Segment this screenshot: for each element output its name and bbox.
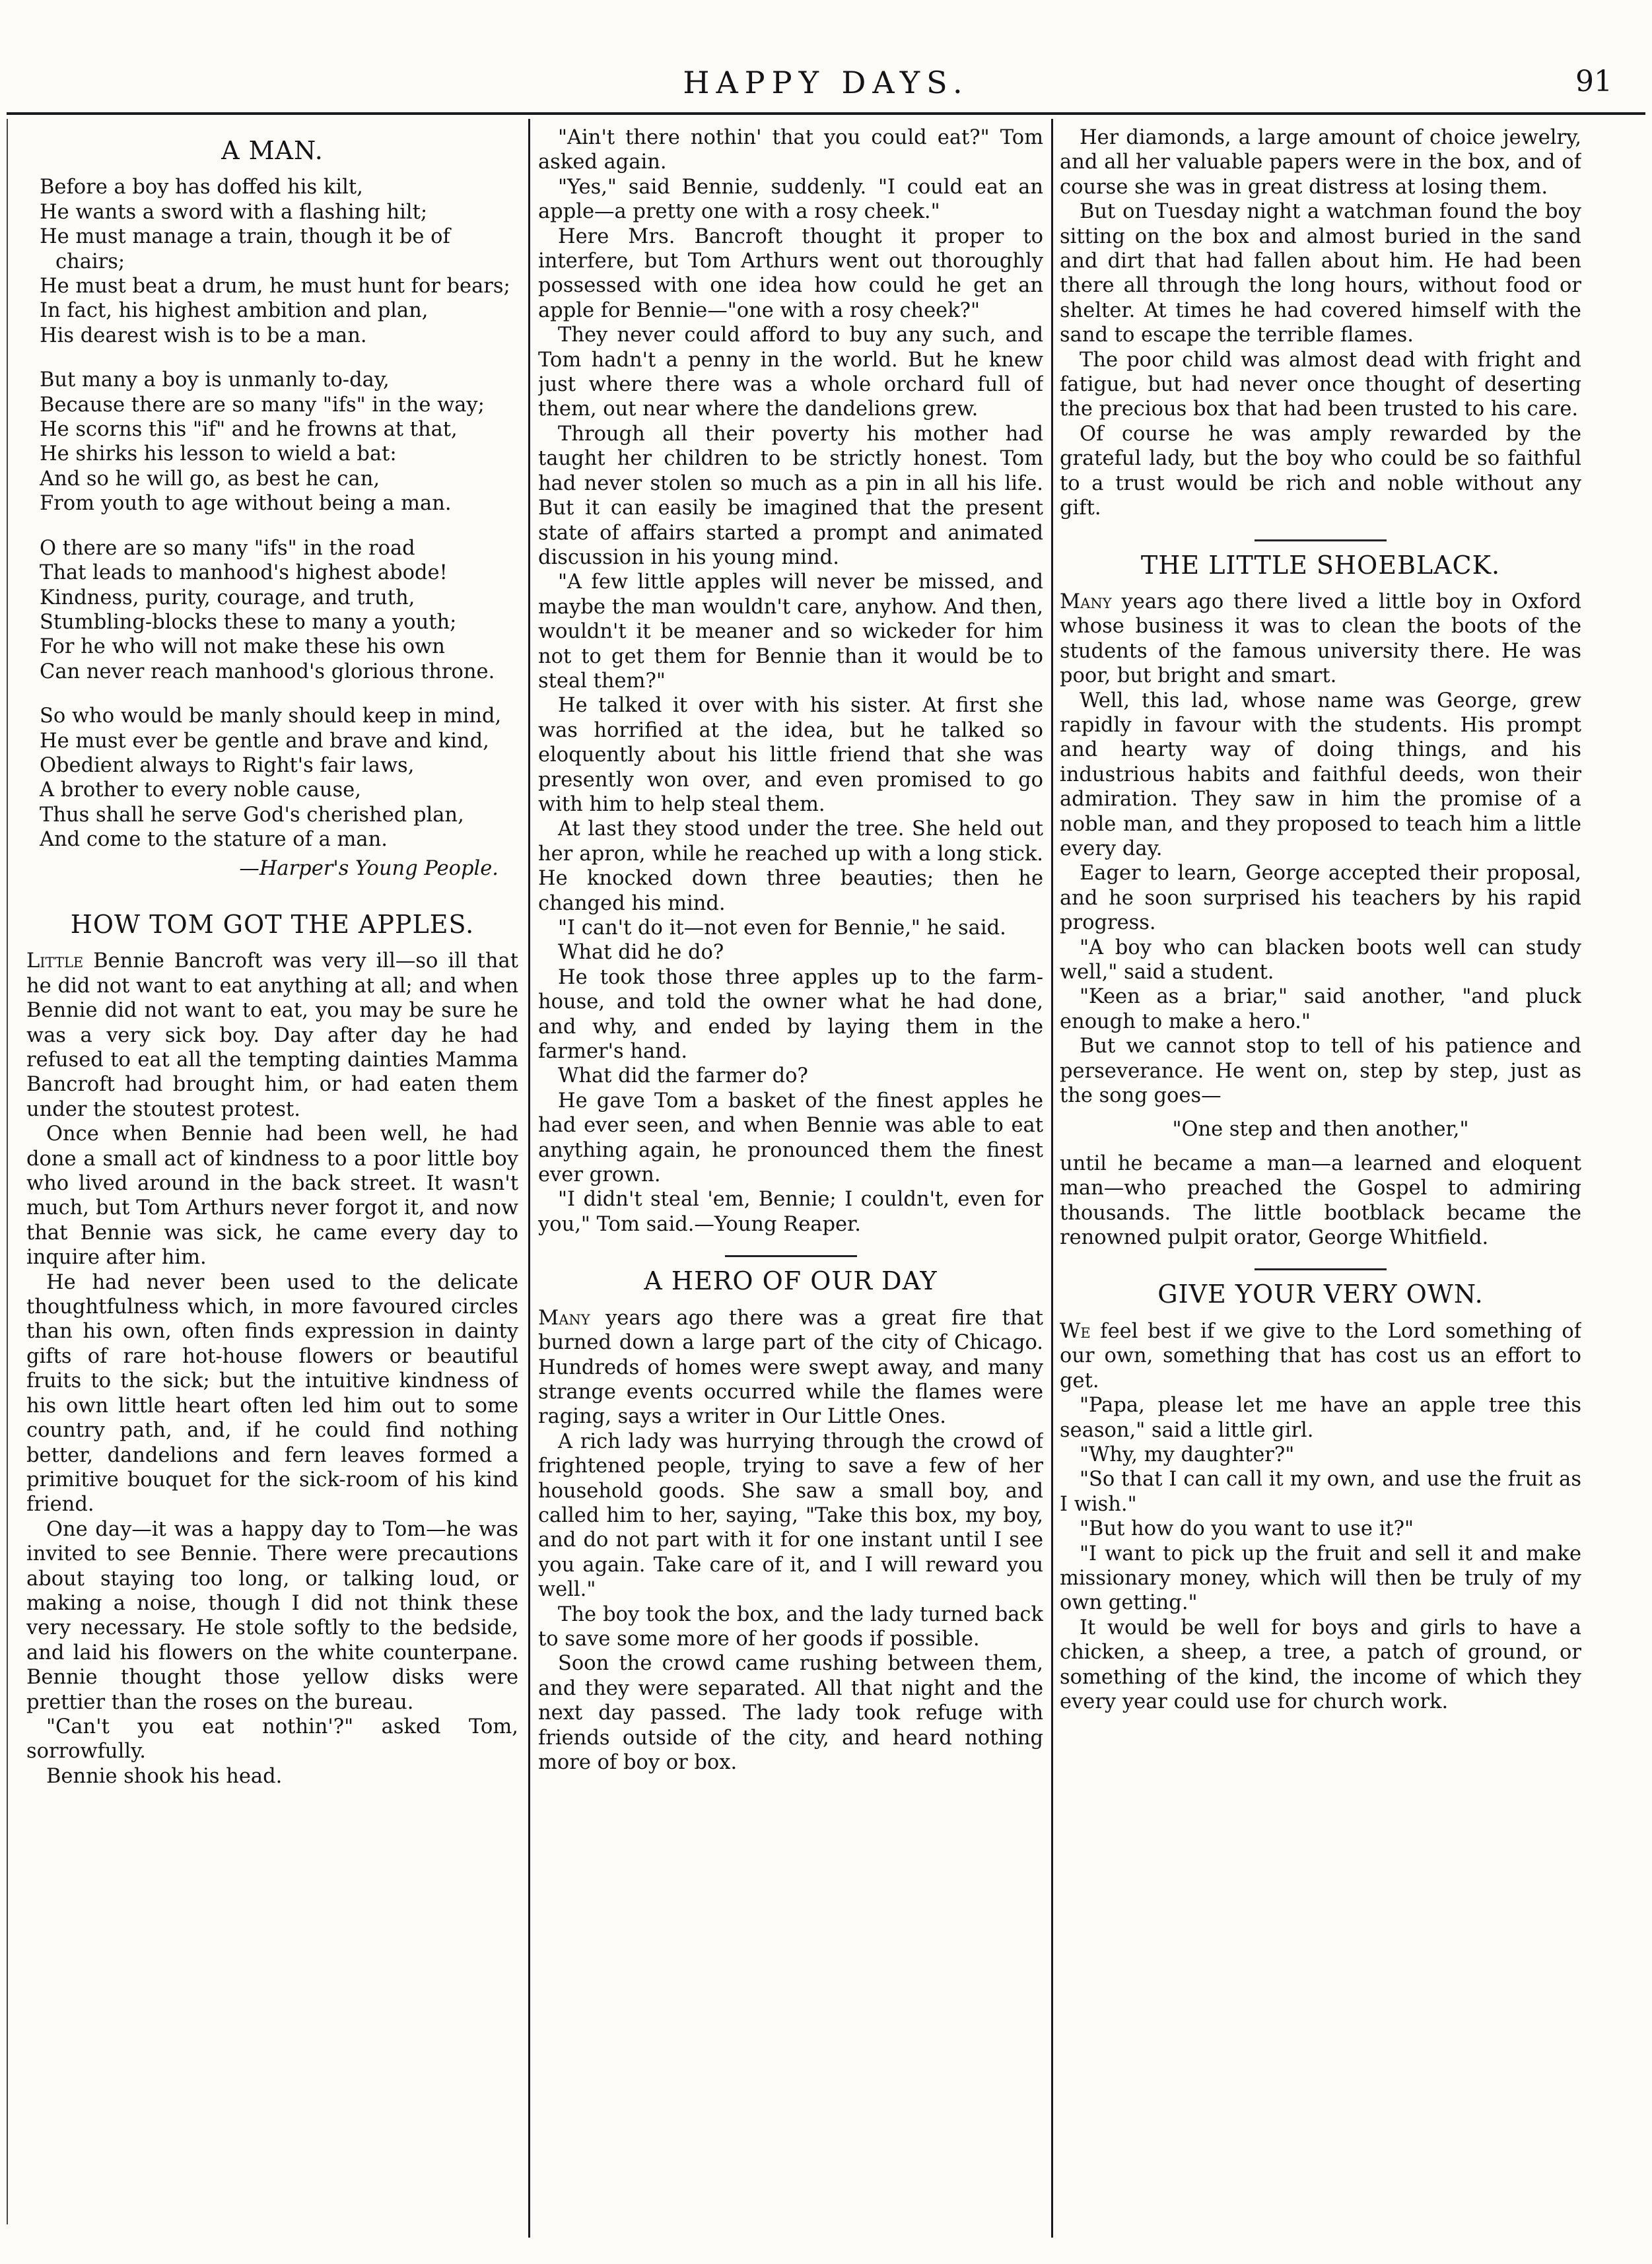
- story-paragraph: "Why, my daughter?": [1080, 1443, 1295, 1466]
- story-paragraph: What did the farmer do?: [558, 1064, 808, 1088]
- poem-stanza: [26, 175, 518, 348]
- poem-line: Kindness, purity, courage, and truth,: [40, 586, 415, 609]
- poem-line: That leads to manhood's highest abode!: [40, 561, 448, 585]
- section-divider: [1255, 539, 1387, 541]
- drop-cap: We: [1060, 1319, 1091, 1343]
- story-paragraph: Through all their poverty his mother had taught her children to be strictly honest. Tom had never stolen so much as a pin in all his life. But it can easily be imagined that the present state of affairs started a prompt and animated discussion in his young mind.: [538, 422, 1043, 569]
- story-paragraph: "But how do you want to use it?": [1080, 1517, 1414, 1541]
- story-paragraph: "A few little apples will never be missed, and maybe the man wouldn't care, anyhow. And then, wouldn't it be meaner and so wickeder for him not to get them for Bennie than it would be to steal them?": [538, 570, 1043, 693]
- left-margin-rule: [7, 119, 8, 2224]
- poem-line: But many a boy is unmanly to-day,: [40, 368, 390, 392]
- poem-line: Because there are so many "ifs" in the way;: [40, 393, 485, 417]
- poem-line: O there are so many "ifs" in the road: [40, 536, 415, 560]
- story-title-tom: HOW TOM GOT THE APPLES.: [70, 909, 475, 939]
- story-paragraph: until he became a man—a learned and eloquent man—who preached the Gospel to admiring thousands. The little bootblack became the renowned pulpit orator, George Whitfield.: [1060, 1151, 1581, 1250]
- page-number: 91: [1575, 65, 1612, 98]
- story-paragraph: We feel best if we give to the Lord something of our own, something that has cost us an effort to get.: [1060, 1319, 1581, 1392]
- poem-line: For he who will not make these his own: [40, 635, 445, 659]
- poem-line: Stumbling-blocks these to many a youth;: [40, 610, 457, 634]
- poem-a-man: [26, 175, 518, 881]
- story-paragraph: "I can't do it—not even for Bennie," he said.: [558, 916, 1006, 940]
- story-paragraph: Little Bennie Bancroft was very ill—so ill that he did not want to eat anything at all; and when Bennie did not want to eat, you may be sure he was a very sick boy. Day after day he had refused to eat all the tempting dainties Mamma Bancroft had brought him, or had eaten them under the stoutest protest.: [26, 949, 518, 1121]
- poem-line: Can never reach manhood's glorious throne.: [40, 660, 495, 683]
- poem-line: He must beat a drum, he must hunt for bears;: [40, 275, 510, 298]
- poem-line: He must ever be gentle and brave and kind,: [40, 729, 489, 753]
- story-paragraph: The boy took the box, and the lady turned back to save some more of her goods if possible.: [538, 1602, 1043, 1651]
- poem-line: Thus shall he serve God's cherished plan,: [40, 803, 464, 827]
- poem-line: Obedient always to Right's fair laws,: [40, 753, 415, 777]
- story-paragraph: He gave Tom a basket of the finest apples he had ever seen, and when Bennie was able to eat anything again, he pronounced them the finest ever grown.: [538, 1089, 1043, 1187]
- poem-line: So who would be manly should keep in mind,: [40, 704, 502, 728]
- poem-line: He shirks his lesson to wield a bat:: [40, 442, 397, 466]
- poem-line: And come to the stature of a man.: [40, 828, 388, 852]
- running-title: HAPPY DAYS.: [683, 65, 969, 100]
- poem-title: A MAN.: [221, 136, 324, 165]
- story-paragraph: It would be well for boys and girls to have a chicken, a sheep, a tree, a patch of ground, or something of the kind, the income of which they every year could use for church work.: [1060, 1616, 1581, 1713]
- poem-line: His dearest wish is to be a man.: [40, 324, 367, 347]
- story-paragraph: At last they stood under the tree. She held out her apron, while he reached up with a long stick. He knocked down three beauties; then he changed his mind.: [538, 817, 1043, 915]
- column-left: [26, 125, 518, 2238]
- poem-line: From youth to age without being a man.: [40, 492, 452, 516]
- song-quote: "One step and then another,": [1172, 1118, 1469, 1142]
- story-paragraph: "Papa, please let me have an apple tree this season," said a little girl.: [1060, 1394, 1581, 1442]
- poem-attribution: —Harper's Young People.: [239, 856, 499, 880]
- poem-line: He wants a sword with a flashing hilt;: [40, 200, 428, 224]
- story-paragraph: One day—it was a happy day to Tom—he was invited to see Bennie. There were precautions about staying too long, or talking loud, or making a noise, though I did not think these very necessary. He stole softly to the bedside, and laid his flowers on the white counterpane. Bennie thought those yellow disks were prettier than the roses on the bureau.: [26, 1517, 518, 1714]
- masthead: [0, 0, 1652, 116]
- drop-cap: Many: [1060, 590, 1112, 613]
- story-title-shoeblack: THE LITTLE SHOEBLACK.: [1140, 550, 1501, 580]
- story-paragraph: Eager to learn, George accepted their proposal, and he soon surprised his teachers by his rapid progress.: [1060, 862, 1581, 935]
- story-paragraph: Many years ago there lived a little boy in Oxford whose business it was to clean the boots of the students of the famous university there. He was poor, but bright and smart.: [1060, 590, 1581, 688]
- story-paragraph: "Can't you eat nothin'?" asked Tom, sorrowfully.: [26, 1715, 518, 1764]
- story-paragraph: Bennie shook his head.: [46, 1764, 283, 1788]
- story-paragraph: A rich lady was hurrying through the crowd of frightened people, trying to save a few of her household goods. She saw a small boy, and called him to her, saying, "Take this box, my boy, and do not part with it for one instant until I see you again. Take care of it, and I will reward you well.": [538, 1429, 1043, 1602]
- column-rule: [528, 119, 530, 2238]
- poem-stanza: [26, 704, 518, 852]
- section-divider: [725, 1255, 857, 1257]
- story-paragraph: He talked it over with his sister. At first she was horrified at the idea, but he talked so eloquently about his little friend that she was presently won over, and even promised to go with him to help steal them.: [538, 694, 1043, 816]
- poem-line: A brother to every noble cause,: [40, 778, 361, 802]
- poem-line: He scorns this "if" and he frowns at that,: [40, 418, 458, 442]
- poem-line: He must manage a train, though it be of chairs;: [40, 225, 450, 273]
- story-title-own: GIVE YOUR VERY OWN.: [1157, 1280, 1484, 1309]
- story-paragraph: He took those three apples up to the farm-house, and told the owner what he had done, and why, and ended by laying them in the farmer's hand.: [538, 965, 1043, 1064]
- story-paragraph: The poor child was almost dead with fright and fatigue, but had never once thought of deserting the precious box that had been trusted to his care.: [1060, 348, 1581, 421]
- story-paragraph: Here Mrs. Bancroft thought it proper to interfere, but Tom Arthurs went out thoroughly possessed with one idea how could he get an apple for Bennie—"one with a rosy cheek?": [538, 224, 1043, 322]
- story-paragraph: Once when Bennie had been well, he had done a small act of kindness to a poor little boy who lived around in the back street. It wasn't much, but Tom Arthurs never forgot it, and now that Bennie was sick, he came every day to inquire after him.: [26, 1122, 518, 1270]
- story-paragraph: Many years ago there was a great fire that burned down a large part of the city of Chicago. Hundreds of homes were swept away, and many strange events occurred while the flames were raging, says a writer in Our Little Ones.: [538, 1306, 1043, 1429]
- story-paragraph: "Yes," said Bennie, suddenly. "I could eat an apple—a pretty one with a rosy cheek.": [538, 175, 1043, 224]
- column-right: [1060, 125, 1581, 2238]
- story-paragraph: Of course he was amply rewarded by the grateful lady, but the boy who could be so faithful to a trust would be rich and noble without any gift.: [1060, 422, 1581, 520]
- column-rule: [1051, 119, 1053, 2238]
- story-paragraph: "A boy who can blacken boots well can study well," said a student.: [1060, 936, 1581, 984]
- story-paragraph: They never could afford to buy any such, and Tom hadn't a penny in the world. But he knew just where there was a whole orchard full of them, out near where the dandelions grew.: [538, 324, 1043, 421]
- story-paragraph: "Ain't there nothin' that you could eat?" Tom asked again.: [538, 126, 1043, 174]
- poem-stanza: [26, 368, 518, 516]
- story-paragraph: But we cannot stop to tell of his patience and perseverance. He went on, step by step, just as the song goes—: [1060, 1035, 1581, 1108]
- story-paragraph: Soon the crowd came rushing between them, and they were separated. All that night and the next day passed. The lady took refuge with friends outside of the city, and heard nothing more of boy or box.: [538, 1652, 1043, 1774]
- section-divider: [1255, 1268, 1387, 1270]
- drop-cap: Many: [538, 1306, 590, 1330]
- story-paragraph: "Keen as a briar," said another, "and pluck enough to make a hero.": [1060, 985, 1581, 1033]
- poem-line: Before a boy has doffed his kilt,: [40, 176, 363, 199]
- story-title-hero: A HERO OF OUR DAY: [644, 1266, 938, 1296]
- drop-cap: Little: [26, 949, 84, 973]
- poem-line: And so he will go, as best he can,: [40, 467, 380, 491]
- poem-line: In fact, his highest ambition and plan,: [40, 299, 429, 323]
- column-middle: [538, 125, 1043, 2238]
- story-paragraph: Her diamonds, a large amount of choice jewelry, and all her valuable papers were in the box, and of course she was in great distress at losing them.: [1060, 126, 1581, 199]
- poem-stanza: [26, 536, 518, 684]
- story-paragraph: What did he do?: [558, 941, 724, 965]
- story-paragraph: But on Tuesday night a watchman found the boy sitting on the box and almost buried in the sand and dirt that had fallen about him. He had been there all through the long hours, without food or shelter. At times he had covered himself with the sand to escape the terrible flames.: [1060, 200, 1581, 347]
- header-rule: [7, 112, 1645, 115]
- story-paragraph: He had never been used to the delicate thoughtfulness which, in more favoured circles than his own, often finds expression in dainty gifts of rare hot-house flowers or beautiful fruits to the sick; but the intuitive kindness of his own little heart often led him out to some country path, and, if he could find nothing better, dandelions and fern leaves formed a primitive bouquet for the sick-room of his kind friend.: [26, 1270, 518, 1517]
- story-paragraph: "I want to pick up the fruit and sell it and make missionary money, which will then be truly of my own getting.": [1060, 1542, 1581, 1615]
- story-paragraph: "So that I can call it my own, and use the fruit as I wish.": [1060, 1468, 1581, 1516]
- story-paragraph: Well, this lad, whose name was George, grew rapidly in favour with the students. His prompt and hearty way of doing things, and his industrious habits and faithful deeds, won their admiration. They saw in him the promise of a noble man, and they proposed to teach him a little every day.: [1060, 689, 1581, 860]
- story-paragraph: "I didn't steal 'em, Bennie; I couldn't, even for you," Tom said.—Young Reaper.: [538, 1188, 1043, 1236]
